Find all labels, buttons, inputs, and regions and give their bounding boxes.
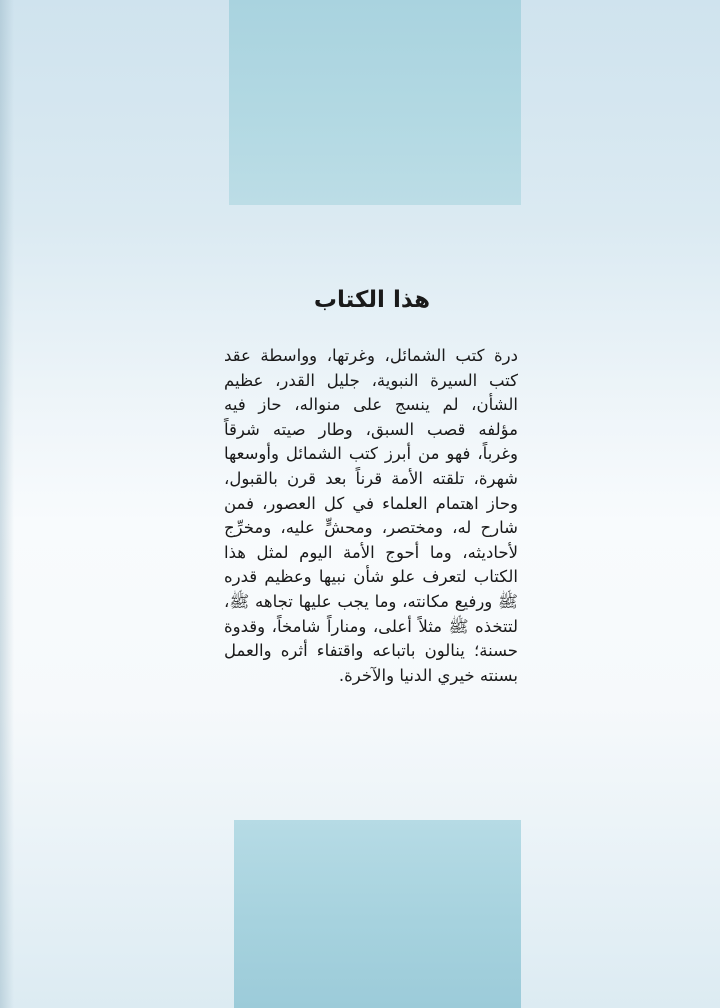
cover-spine-shadow [0, 0, 14, 1008]
top-color-panel [229, 0, 521, 205]
back-cover-title: هذا الكتاب [313, 287, 431, 313]
bottom-color-panel [234, 820, 521, 1008]
back-cover-description: درة كتب الشمائل، وغرتها، وواسطة عقد كتب السيرة النبوية، جليل القدر، عظيم الشأن، لم ينسج على منواله، حاز فيه مؤلفه قصب السبق، وطار صيته شرقاً وغرباً، فهو من أبرز كتب الشمائل وأوسعها شهرة، تلقته الأمة قرناً بعد قرن بالقبول، وحاز اهتمام العلماء في كل العصور، فمن شارح له، ومختصر، ومحشٍّ عليه، ومخرِّج لأحاديثه، وما أحوج الأمة اليوم لمثل هذا الكتاب لتعرف علو شأن نبيها وعظيم قدره ﷺ ورفيع مكانته، وما يجب عليها تجاهه ﷺ، لتتخذه ﷺ مثلاً أعلى، ومناراً شامخاً، وقدوة حسنة؛ ينالون باتباعه واقتفاء أثره والعمل بسنته خيري الدنيا والآخرة. [224, 346, 518, 685]
back-cover-content [222, 282, 522, 688]
